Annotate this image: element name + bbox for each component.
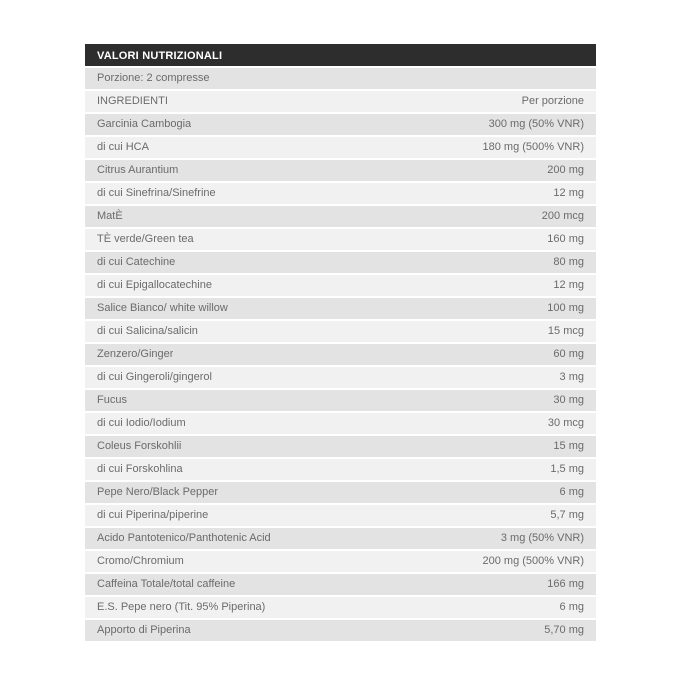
ingredient-label: di cui Salicina/salicin	[97, 325, 198, 337]
ingredient-label: Porzione: 2 compresse	[97, 72, 210, 84]
table-row	[85, 137, 596, 158]
ingredient-label: Zenzero/Ginger	[97, 348, 174, 360]
ingredient-label: di cui Sinefrina/Sinefrine	[97, 187, 216, 199]
ingredient-value: 60 mg	[553, 348, 584, 360]
table-row	[85, 551, 596, 572]
ingredient-value: 200 mg	[547, 164, 584, 176]
ingredient-label: Coleus Forskohlii	[97, 440, 182, 452]
ingredient-value: 12 mg	[553, 279, 584, 291]
ingredient-label: Salice Bianco/ white willow	[97, 302, 228, 314]
table-row	[85, 206, 596, 227]
ingredient-value: 3 mg (50% VNR)	[500, 532, 584, 544]
ingredient-value: 5,7 mg	[550, 509, 584, 521]
ingredient-value: 200 mcg	[541, 210, 584, 222]
ingredient-label: MatÈ	[97, 210, 123, 222]
ingredient-value: 5,70 mg	[544, 624, 584, 636]
ingredient-value: 1,5 mg	[550, 463, 584, 475]
table-row	[85, 574, 596, 595]
table-row	[85, 620, 596, 641]
ingredient-value: 30 mcg	[547, 417, 584, 429]
table-row	[85, 436, 596, 457]
table-row	[85, 160, 596, 181]
table-row	[85, 68, 596, 89]
ingredient-value: 166 mg	[547, 578, 584, 590]
ingredient-label: TÈ verde/Green tea	[97, 233, 194, 245]
ingredient-value: 6 mg	[559, 601, 584, 613]
ingredient-value: 15 mcg	[547, 325, 584, 337]
ingredient-value: 200 mg (500% VNR)	[482, 555, 584, 567]
table-title: VALORI NUTRIZIONALI	[97, 50, 223, 62]
ingredient-label: Apporto di Piperina	[97, 624, 191, 636]
ingredient-label: Cromo/Chromium	[97, 555, 184, 567]
ingredient-label: di cui Piperina/piperine	[97, 509, 209, 521]
ingredient-label: di cui HCA	[97, 141, 149, 153]
ingredient-value: 100 mg	[547, 302, 584, 314]
table-row	[85, 413, 596, 434]
table-row	[85, 229, 596, 250]
table-row	[85, 597, 596, 618]
ingredient-value: 300 mg (50% VNR)	[488, 118, 584, 130]
ingredient-value: 15 mg	[553, 440, 584, 452]
table-row	[85, 275, 596, 296]
table-row	[85, 183, 596, 204]
table-row	[85, 344, 596, 365]
ingredient-label: di cui Catechine	[97, 256, 176, 268]
ingredient-value: 80 mg	[553, 256, 584, 268]
table-row	[85, 91, 596, 112]
ingredient-label: Pepe Nero/Black Pepper	[97, 486, 219, 498]
ingredient-label: Garcinia Cambogia	[97, 118, 192, 130]
table-row	[85, 298, 596, 319]
table-row	[85, 482, 596, 503]
ingredient-value: 6 mg	[559, 486, 584, 498]
table-row	[85, 390, 596, 411]
ingredient-label: Fucus	[97, 394, 127, 406]
ingredient-label: Citrus Aurantium	[97, 164, 179, 176]
ingredient-value: 180 mg (500% VNR)	[482, 141, 584, 153]
ingredient-value: 160 mg	[547, 233, 584, 245]
ingredient-label: Caffeina Totale/total caffeine	[97, 578, 236, 590]
ingredient-label: di cui Gingeroli/gingerol	[97, 371, 212, 383]
ingredient-value: 12 mg	[553, 187, 584, 199]
ingredient-label: di cui Iodio/Iodium	[97, 417, 186, 429]
table-row	[85, 459, 596, 480]
table-body	[85, 68, 596, 641]
table-header	[85, 44, 596, 66]
table-row	[85, 505, 596, 526]
ingredient-label: di cui Forskohlina	[97, 463, 183, 475]
table-row	[85, 367, 596, 388]
table-row	[85, 252, 596, 273]
ingredient-label: INGREDIENTI	[97, 95, 168, 107]
nutrition-facts-table	[85, 44, 596, 643]
ingredient-label: E.S. Pepe nero (Tit. 95% Piperina)	[97, 601, 266, 613]
table-row	[85, 528, 596, 549]
ingredient-value: Per porzione	[521, 95, 584, 107]
ingredient-value: 3 mg	[559, 371, 584, 383]
ingredient-label: di cui Epigallocatechine	[97, 279, 212, 291]
ingredient-label: Acido Pantotenico/Panthotenic Acid	[97, 532, 271, 544]
table-row	[85, 114, 596, 135]
table-row	[85, 321, 596, 342]
ingredient-value: 30 mg	[553, 394, 584, 406]
